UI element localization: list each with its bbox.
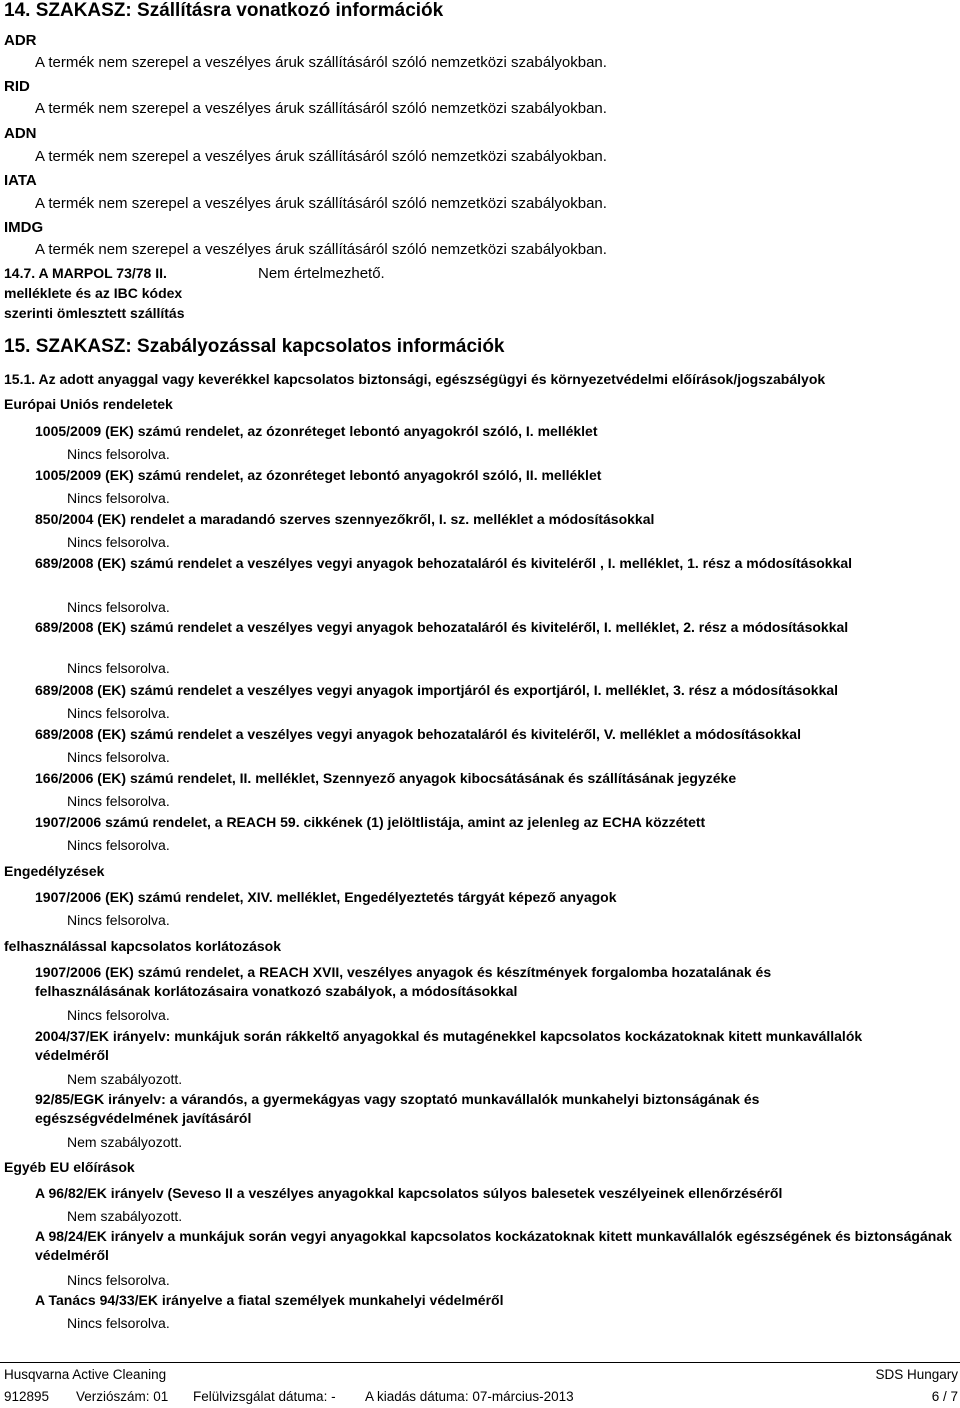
regulation-status: Nincs felsorolva. [67,1315,170,1331]
regulation-status: Nincs felsorolva. [67,599,170,615]
regulation-status: Nem szabályozott. [67,1134,183,1150]
regulation-status: Nincs felsorolva. [67,705,170,721]
regulation-status: Nincs felsorolva. [67,837,170,853]
eu-regulations-heading: Európai Uniós rendeletek [4,396,173,412]
regulation-title: 689/2008 (EK) számú rendelet a veszélyes vegyi anyagok behozataláról és kiviteléről, I. melléklet, 2. rész a módosításokkal [35,619,849,635]
regulation-title: A Tanács 94/33/EK irányelve a fiatal személyek munkahelyi védelméről [35,1292,504,1308]
regulation-status: Nincs felsorolva. [67,660,170,676]
regulation-status: Nincs felsorolva. [67,793,170,809]
marpol-value: Nem értelmezhető. [258,265,385,282]
restrictions-heading: felhasználással kapcsolatos korlátozások [4,938,282,954]
regulation-title: 2004/37/EK irányelv: munkájuk során rákkeltő anyagokkal és mutagénekkel kapcsolatos kockázatoknak kitett munkavállalók védelméről [35,1028,863,1063]
transport-code: ADR [4,32,37,49]
regulation-title: A 96/82/EK irányelv (Seveso II a veszélyes anyagokkal kapcsolatos súlyos balesetek veszélyeinek ellenőrzéséről [35,1185,783,1201]
transport-text: A termék nem szerepel a veszélyes áruk szállításáról szóló nemzetközi szabályokban. [35,54,607,71]
regulation-title: 689/2008 (EK) számú rendelet a veszélyes vegyi anyagok behozataláról és kiviteléről, V. melléklet a módosításokkal [35,726,801,742]
footer-version: Verziószám: 01 [76,1389,169,1404]
regulation-status: Nincs felsorolva. [67,1272,170,1288]
regulation-title: 1907/2006 (EK) számú rendelet, XIV. melléklet, Engedélyeztetés tárgyát képező anyagok [35,889,617,905]
regulation-title: 1907/2006 számú rendelet, a REACH 59. cikkének (1) jelöltlistája, amint az jelenleg az ECHA közzétett [35,814,706,830]
section-15-1-subtitle: 15.1. Az adott anyaggal vagy keverékkel kapcsolatos biztonsági, egészségügyi és környezetvédelmi előírások/jogszabályok [4,371,826,387]
regulation-status: Nincs felsorolva. [67,749,170,765]
transport-text: A termék nem szerepel a veszélyes áruk szállításáról szóló nemzetközi szabályokban. [35,195,607,212]
regulation-title: 1005/2009 (EK) számú rendelet, az ózonréteget lebontó anyagokról szóló, II. melléklet [35,467,602,483]
regulation-status: Nincs felsorolva. [67,912,170,928]
regulation-status: Nincs felsorolva. [67,534,170,550]
transport-text: A termék nem szerepel a veszélyes áruk szállításáról szóló nemzetközi szabályokban. [35,148,607,165]
authorisations-heading: Engedélyzések [4,863,105,879]
section-15-title: 15. SZAKASZ: Szabályozással kapcsolatos információk [4,336,505,357]
footer-revision: Felülvizsgálat dátuma: - [193,1389,336,1404]
regulation-title: 689/2008 (EK) számú rendelet a veszélyes vegyi anyagok importjáról és exportjáról, I. melléklet, 3. rész a módosításokkal [35,682,839,698]
footer-issue-date: A kiadás dátuma: 07-március-2013 [365,1389,574,1404]
regulation-title: 92/85/EGK irányelv: a várandós, a gyermekágyas vagy szoptató munkavállalók munkahelyi biztonságának és egészségvédelmének javításáról [35,1091,760,1126]
transport-text: A termék nem szerepel a veszélyes áruk szállításáról szóló nemzetközi szabályokban. [35,241,607,258]
transport-text: A termék nem szerepel a veszélyes áruk szállításáról szóló nemzetközi szabályokban. [35,100,607,117]
transport-code: ADN [4,125,37,142]
regulation-title: 689/2008 (EK) számú rendelet a veszélyes vegyi anyagok behozataláról és kiviteléről , I. melléklet, 1. rész a módosításokkal [35,555,853,571]
transport-code: IMDG [4,219,44,236]
regulation-status: Nincs felsorolva. [67,446,170,462]
footer-code: 912895 [4,1389,50,1404]
marpol-label-line: melléklete és az IBC kódex [4,285,183,301]
regulation-title: 1005/2009 (EK) számú rendelet, az ózonréteget lebontó anyagokról szóló, I. melléklet [35,423,598,439]
footer-page-number: 6 / 7 [931,1389,958,1404]
regulation-title: 166/2006 (EK) számú rendelet, II. melléklet, Szennyező anyagok kibocsátásának és szállításának jegyzéke [35,770,737,786]
footer-divider [0,1362,960,1363]
regulation-status: Nem szabályozott. [67,1071,183,1087]
marpol-label-line: 14.7. A MARPOL 73/78 II. [4,265,167,281]
regulation-status: Nincs felsorolva. [67,490,170,506]
regulation-title: 850/2004 (EK) rendelet a maradandó szerves szennyezőkről, I. sz. melléklet a módosításokkal [35,511,655,527]
other-eu-heading: Egyéb EU előírások [4,1159,135,1175]
regulation-title: 1907/2006 (EK) számú rendelet, a REACH XVII, veszélyes anyagok és készítmények forgalomba hozatalának és felhasználásának korlátozásaira vonatkozó szabályok, a módosításokkal [35,964,772,999]
transport-code: IATA [4,172,37,189]
regulation-status: Nincs felsorolva. [67,1007,170,1023]
regulation-title: A 98/24/EK irányelv a munkájuk során vegyi anyagokkal kapcsolatos kockázatoknak kitett munkavállalók egészségének és biztonságának védelméről [35,1228,952,1263]
marpol-label-line: szerinti ömlesztett szállítás [4,305,185,321]
transport-code: RID [4,78,30,95]
footer-product: Husqvarna Active Cleaning [4,1367,167,1382]
regulation-status: Nem szabályozott. [67,1208,183,1224]
section-14-title: 14. SZAKASZ: Szállításra vonatkozó információk [4,0,444,21]
footer-doc-type: SDS Hungary [875,1367,958,1382]
